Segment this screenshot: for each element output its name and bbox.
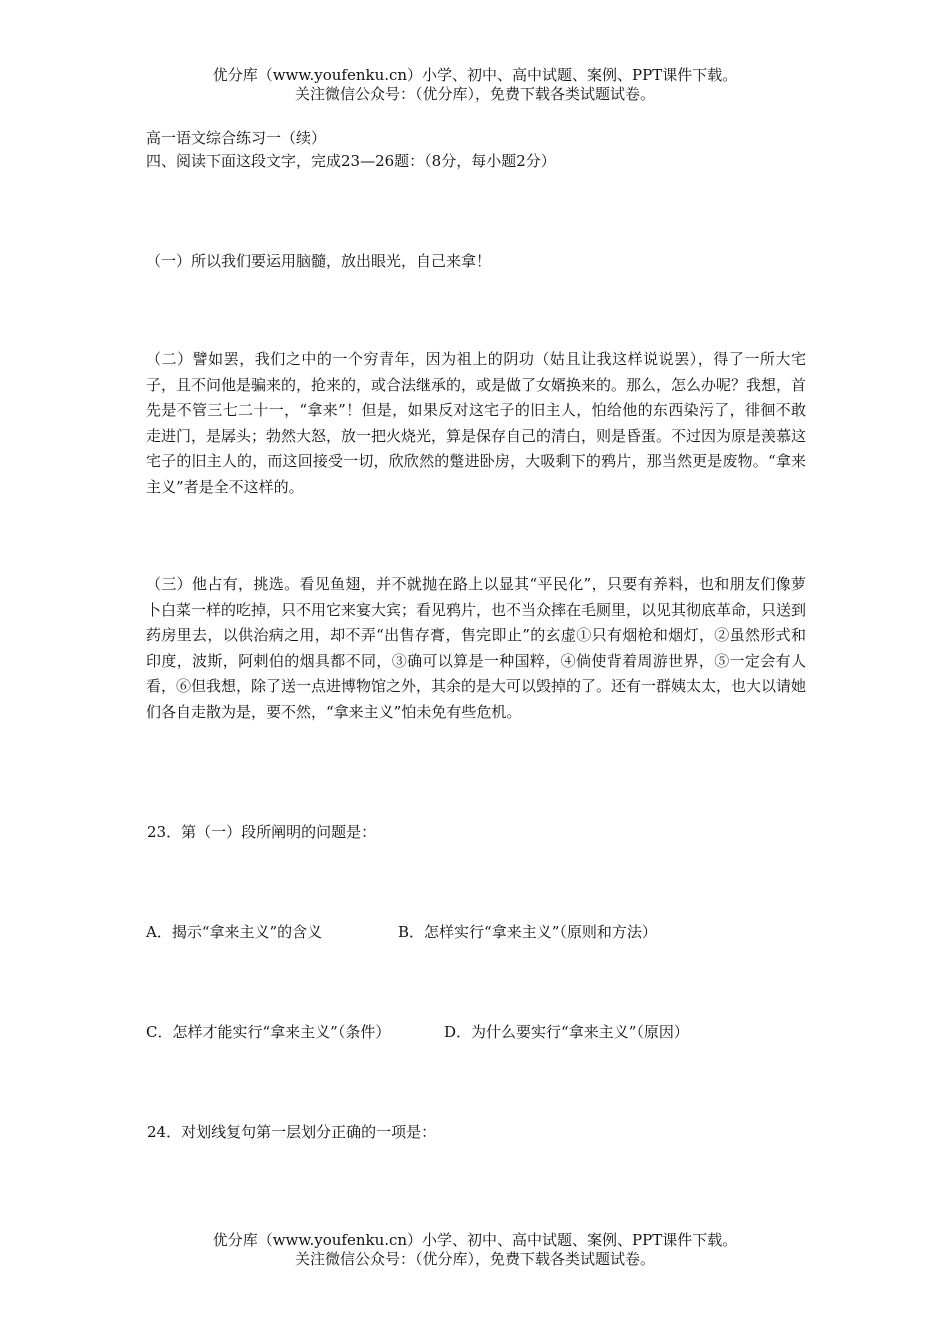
section-instruction: 四、阅读下面这段文字，完成23—26题：（8分，每小题2分） <box>146 152 556 170</box>
page-footer <box>0 1231 950 1269</box>
document-title: 高一语文综合练习一（续） <box>146 129 327 147</box>
question-24-stem: 24．对划线复句第一层划分正确的一项是： <box>147 1123 437 1141</box>
paragraph-1: （一）所以我们要运用脑髓，放出眼光，自己来拿！ <box>146 252 492 270</box>
header-line-2: 关注微信公众号：（优分库），免费下载各类试题试卷。 <box>294 85 655 103</box>
question-23-option-c: C．怎样才能实行“拿来主义”（条件） <box>146 1023 391 1041</box>
paragraph-2: （二）譬如罢，我们之中的一个穷青年，因为祖上的阴功（姑且让我这样说说罢），得了一所大宅子，且不问他是骗来的，抢来的，或合法继承的，或是做了女婿换来的。那么，怎么办呢？我想，首先是不管三七二十一，“拿来”！但是，如果反对这宅子的旧主人，怕给他的东西染污了，徘徊不敢走进门，是孱头；勃然大怒，放一把火烧光，算是保存自己的清白，则是昏蛋。不过因为原是羡慕这宅子的旧主人的，而这回接受一切，欣欣然的蹩进卧房，大吸剩下的鸦片，那当然更是废物。“拿来主义”者是全不这样的。 <box>146 350 807 496</box>
question-23-option-b: B．怎样实行“拿来主义”（原则和方法） <box>398 923 657 941</box>
footer-line-2: 关注微信公众号：（优分库），免费下载各类试题试卷。 <box>294 1250 655 1268</box>
page-header <box>0 66 950 104</box>
footer-line-1: 优分库（www.youfenku.cn）小学、初中、高中试题、案例、PPT课件下载。 <box>212 1231 738 1249</box>
header-line-1: 优分库（www.youfenku.cn）小学、初中、高中试题、案例、PPT课件下载。 <box>212 66 738 84</box>
question-23-option-d: D．为什么要实行“拿来主义”（原因） <box>444 1023 689 1041</box>
question-23-stem: 23．第（一）段所阐明的问题是： <box>147 823 377 841</box>
question-23-option-a: A．揭示“拿来主义”的含义 <box>146 923 323 941</box>
paragraph-3: （三）他占有，挑选。看见鱼翅，并不就抛在路上以显其“平民化”，只要有养料，也和朋友们像萝卜白菜一样的吃掉，只不用它来宴大宾；看见鸦片，也不当众摔在毛厕里，以见其彻底革命，只送到药房里去，以供治病之用，却不弄“出售存膏，售完即止”的玄虚①只有烟枪和烟灯，②虽然形式和印度，波斯，阿剌伯的烟具都不同，③确可以算是一种国粹，④倘使背着周游世界，⑤一定会有人看，⑥但我想，除了送一点进博物馆之外，其余的是大可以毁掉的了。还有一群姨太太，也大以请她们各自走散为是，要不然，“拿来主义”怕未免有些危机。 <box>146 575 807 721</box>
